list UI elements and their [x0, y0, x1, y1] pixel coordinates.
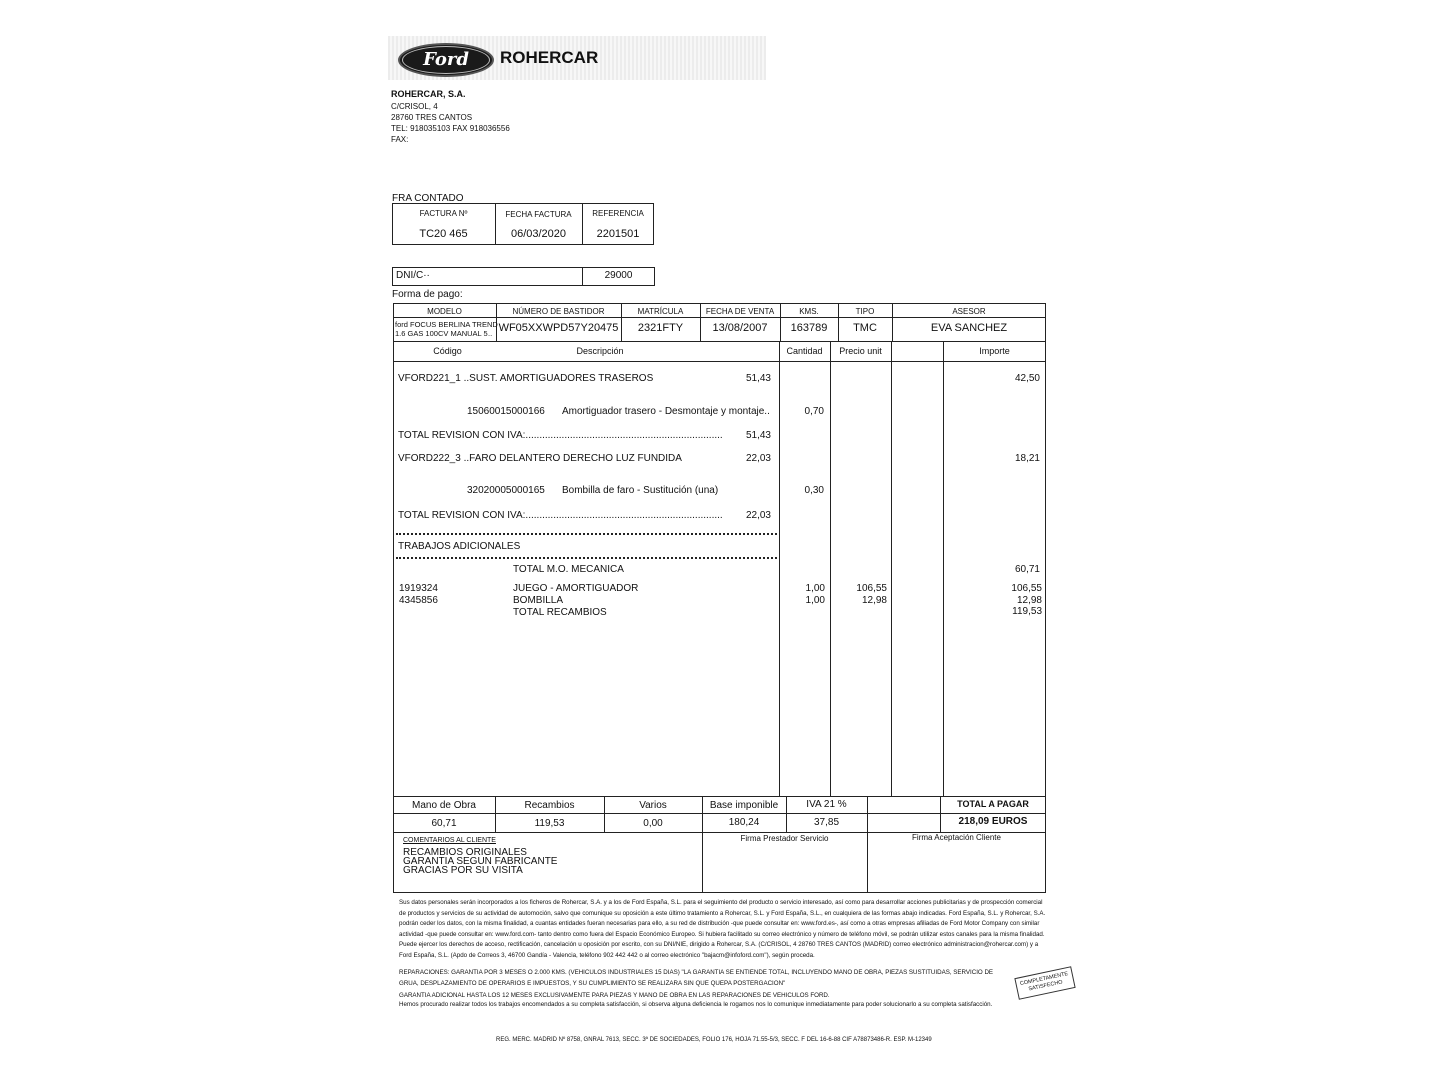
col-header-amount: Importe: [979, 346, 1010, 356]
op2-total-label: TOTAL REVISION CON IVA:.......................................................................: [398, 510, 723, 521]
op2-value: 22,03: [745, 453, 771, 464]
invoice-reference: 2201501: [596, 228, 640, 240]
payment-label: Forma de pago:: [392, 289, 463, 300]
totals-label-parts: Recambios: [524, 800, 575, 811]
separator-dots-top: [396, 533, 777, 535]
invoice-date-label: FECHA FACTURA: [505, 210, 572, 219]
op1-amount: 42,50: [1014, 373, 1040, 384]
warranty-additional: GARANTIA ADICIONAL HASTA LOS 12 MESES EXCLUSIVAMENTE PARA PIEZAS Y MANO DE OBRA EN LAS REPARACIONES DE VEHICULOS FORD.: [399, 992, 830, 999]
company-street: C/CRISOL, 4: [391, 102, 438, 111]
op2-amount: 18,21: [1014, 453, 1040, 464]
privacy-notice: Sus datos personales serán incorporados a los ficheros de Rohercar, S.A. y a los de Ford España, S.L. para el seguimiento del producto o servicio interesado, así como para desarrollar acciones publicitarias y de prospección comercial de productos y servicios de su actividad de automoción, salvo que comunique su oposición a este último tratamiento a Rohercar, S.L. y Ford España, S.L., en cualquiera de las formas abajo indicadas. Ford España, S.L. y Rohercar, S.A. podrán ceder los datos, con la misma finalidad, a cuantas entidades fueran necesarias para ello, a su red de distribución -que puede consultar en: www.ford.es-, así como a otras empresas afiliadas de Ford Motor Company con similar actividad -que puede consultar en: www.ford.com- tanto dentro como fuera del Espacio Económico Europeo. Si hubiera facilitado su correo electrónico y número de teléfono móvil, se podrán utilizar estos canales para la misma finalidad. Puede ejercer los derechos de acceso, rectificación, cancelación u oposición por escrito, con su DNI/NIE, dirigido a Rohercar, S.A. (C/CRISOL, 4 28760 TRES CANTOS (MADRID) correo electrónico administracion@rohercar.com) y a Ford España, S.L. (Apdo de Correos 3, 46700 Gandía - Valencia, teléfono 902 442 442 o al correo electrónico "bajacm@infoford.com"), según proceda.: [399, 899, 1046, 959]
op2-sub-code: 32020005000165: [467, 485, 545, 496]
separator-dots-bottom: [396, 557, 777, 559]
registry-info: REG. MERC. MADRID Nº 8758, GNRAL 7613, SECC. 3ª DE SOCIEDADES, FOLIO 176, HOJA 71.55-5/3, SECC. F DEL 16-6-88 CIF A78873486-R. ESP. M-12349: [496, 1037, 932, 1043]
extra-works-label: TRABAJOS ADICIONALES: [398, 541, 521, 552]
totals-total: 218,09 EUROS: [958, 816, 1028, 827]
totals-label-misc: Varios: [639, 800, 667, 811]
vehicle-vin: WF05XXWPD57Y20475: [498, 322, 619, 334]
invoice-number: TC20 465: [419, 228, 468, 240]
op1-sub-description: Amortiguador trasero - Desmontaje y montaje..: [562, 406, 770, 417]
op1-sub-qty: 0,70: [804, 406, 824, 417]
part-row-1-qty: 1,00: [805, 583, 825, 594]
warranty-notice: REPARACIONES: GARANTIA POR 3 MESES O 2.000 KMS. (VEHICULOS INDUSTRIALES 15 DIAS) "LA GARANTIA SE ENTIENDE TOTAL, INCLUYENDO MANO DE OBRA, PIEZAS SUSTITUIDAS, SERVICIO DE GRUA, DESPLAZAMIENTO DE OPERARIOS E IMPUESTOS, Y SU CUMPLIMIENTO SE REALIZARA SIN QUE QUEPA POSTERGACION": [399, 969, 994, 987]
vehicle-model-line2: 1.6 GAS 100CV MANUAL 5: [395, 329, 488, 338]
totals-parts: 119,53: [534, 818, 565, 829]
totals-base: 180,24: [728, 817, 760, 828]
ford-logo-text: Ford: [402, 46, 490, 74]
labor-total-amount: 60,71: [1014, 564, 1040, 575]
totals-labor: 60,71: [431, 818, 457, 829]
invoice-number-label: FACTURA Nº: [419, 209, 468, 218]
totals-label-total: TOTAL A PAGAR: [957, 799, 1029, 809]
vehicle-header-advisor: ASESOR: [952, 307, 986, 316]
op1-sub-code: 15060015000166: [467, 406, 545, 417]
comments-line-3: GRACIAS POR SU VISITA: [403, 865, 523, 876]
signature-provider-label: Firma Prestador Servicio: [740, 834, 829, 843]
col-header-code: Código: [433, 346, 462, 356]
invoice-type: FRA CONTADO: [392, 193, 464, 204]
vehicle-header-type: TIPO: [855, 307, 875, 316]
vehicle-header-sale-date: FECHA DE VENTA: [705, 307, 775, 316]
parts-total-amount: 119,53: [1012, 606, 1042, 617]
signature-client-label: Firma Aceptación Cliente: [912, 833, 1001, 842]
invoice-ref-label: REFERENCIA: [592, 209, 644, 218]
part-row-1-amount: 106,55: [1011, 583, 1042, 594]
op2-total: 22,03: [745, 510, 771, 521]
op2-sub-description: Bombilla de faro - Sustitución (una): [562, 485, 719, 496]
client-code: 29000: [604, 270, 633, 281]
comments-line-1: RECAMBIOS ORIGINALES: [403, 847, 527, 858]
col-header-unit-price: Precio unit: [839, 346, 882, 356]
col-header-qty: Cantidad: [786, 346, 823, 356]
totals-misc: 0,00: [643, 818, 663, 829]
op2-sub-qty: 0,30: [804, 485, 824, 496]
labor-total-label: TOTAL M.O. MECANICA: [513, 564, 624, 575]
vehicle-header-kms: KMS.: [799, 307, 819, 316]
comments-line-2: GARANTIA SEGUN FABRICANTE: [403, 856, 558, 867]
op1-total: 51,43: [745, 430, 771, 441]
vehicle-advisor: EVA SANCHEZ: [930, 322, 1008, 334]
vehicle-kms: 163789: [790, 322, 828, 334]
part-row-2-description: BOMBILLA: [513, 595, 564, 606]
vehicle-header-vin: NÚMERO DE BASTIDOR: [512, 307, 605, 316]
op1-value: 51,43: [745, 373, 771, 384]
company-fax: FAX:: [391, 135, 409, 144]
part-row-1-description: JUEGO - AMORTIGUADOR: [513, 583, 639, 594]
part-row-1-price: 106,55: [856, 583, 887, 594]
op2-description: VFORD222_3 ..FARO DELANTERO DERECHO LUZ FUNDIDA: [398, 453, 682, 464]
op1-total-label: TOTAL REVISION CON IVA:.......................................................................: [398, 430, 723, 441]
totals-label-vat: IVA 21 %: [806, 799, 847, 810]
vehicle-model-line1: ford FOCUS BERLINA TREND: [395, 320, 498, 329]
comments-title: COMENTARIOS AL CLIENTE: [403, 837, 496, 844]
part-row-2-qty: 1,00: [805, 595, 825, 606]
part-row-1-code: 1919324: [399, 583, 438, 594]
dni-label: DNI/C··: [396, 270, 430, 281]
invoice-date: 06/03/2020: [510, 228, 567, 240]
vehicle-sale-date: 13/08/2007: [712, 322, 768, 334]
totals-label-base: Base imponible: [709, 800, 779, 811]
vehicle-type: TMC: [853, 322, 877, 334]
satisfaction-stamp: COMPLETAMENTE SATISFECHO: [1014, 966, 1075, 1000]
company-name: ROHERCAR, S.A.: [391, 89, 466, 99]
col-header-description: Descripción: [576, 346, 624, 356]
part-row-2-price: 12,98: [861, 595, 887, 606]
vehicle-model-dots: ..: [488, 329, 493, 338]
vehicle-header-model: MODELO: [427, 307, 462, 316]
part-row-2-amount: 12,98: [1016, 595, 1042, 606]
satisfaction-notice: Hemos procurado realizar todos los trabajos encomendados a su completa satisfacción, si observa alguna deficiencia le rogamos nos lo comunique inmediatamente para poder solucionarlo a su completa satisfacción.: [399, 1001, 993, 1008]
company-tel: TEL: 918035103 FAX 918036556: [391, 124, 510, 133]
vehicle-header-plate: MATRÍCULA: [637, 307, 684, 316]
totals-label-labor: Mano de Obra: [412, 800, 476, 811]
totals-vat: 37,85: [813, 817, 840, 828]
vehicle-plate: 2321FTY: [637, 322, 684, 334]
brand-name: ROHERCAR: [500, 48, 599, 67]
company-city: 28760 TRES CANTOS: [391, 113, 473, 122]
parts-total-label: TOTAL RECAMBIOS: [513, 607, 607, 618]
op1-description: VFORD221_1 ..SUST. AMORTIGUADORES TRASEROS: [398, 373, 654, 384]
part-row-2-code: 4345856: [399, 595, 438, 606]
